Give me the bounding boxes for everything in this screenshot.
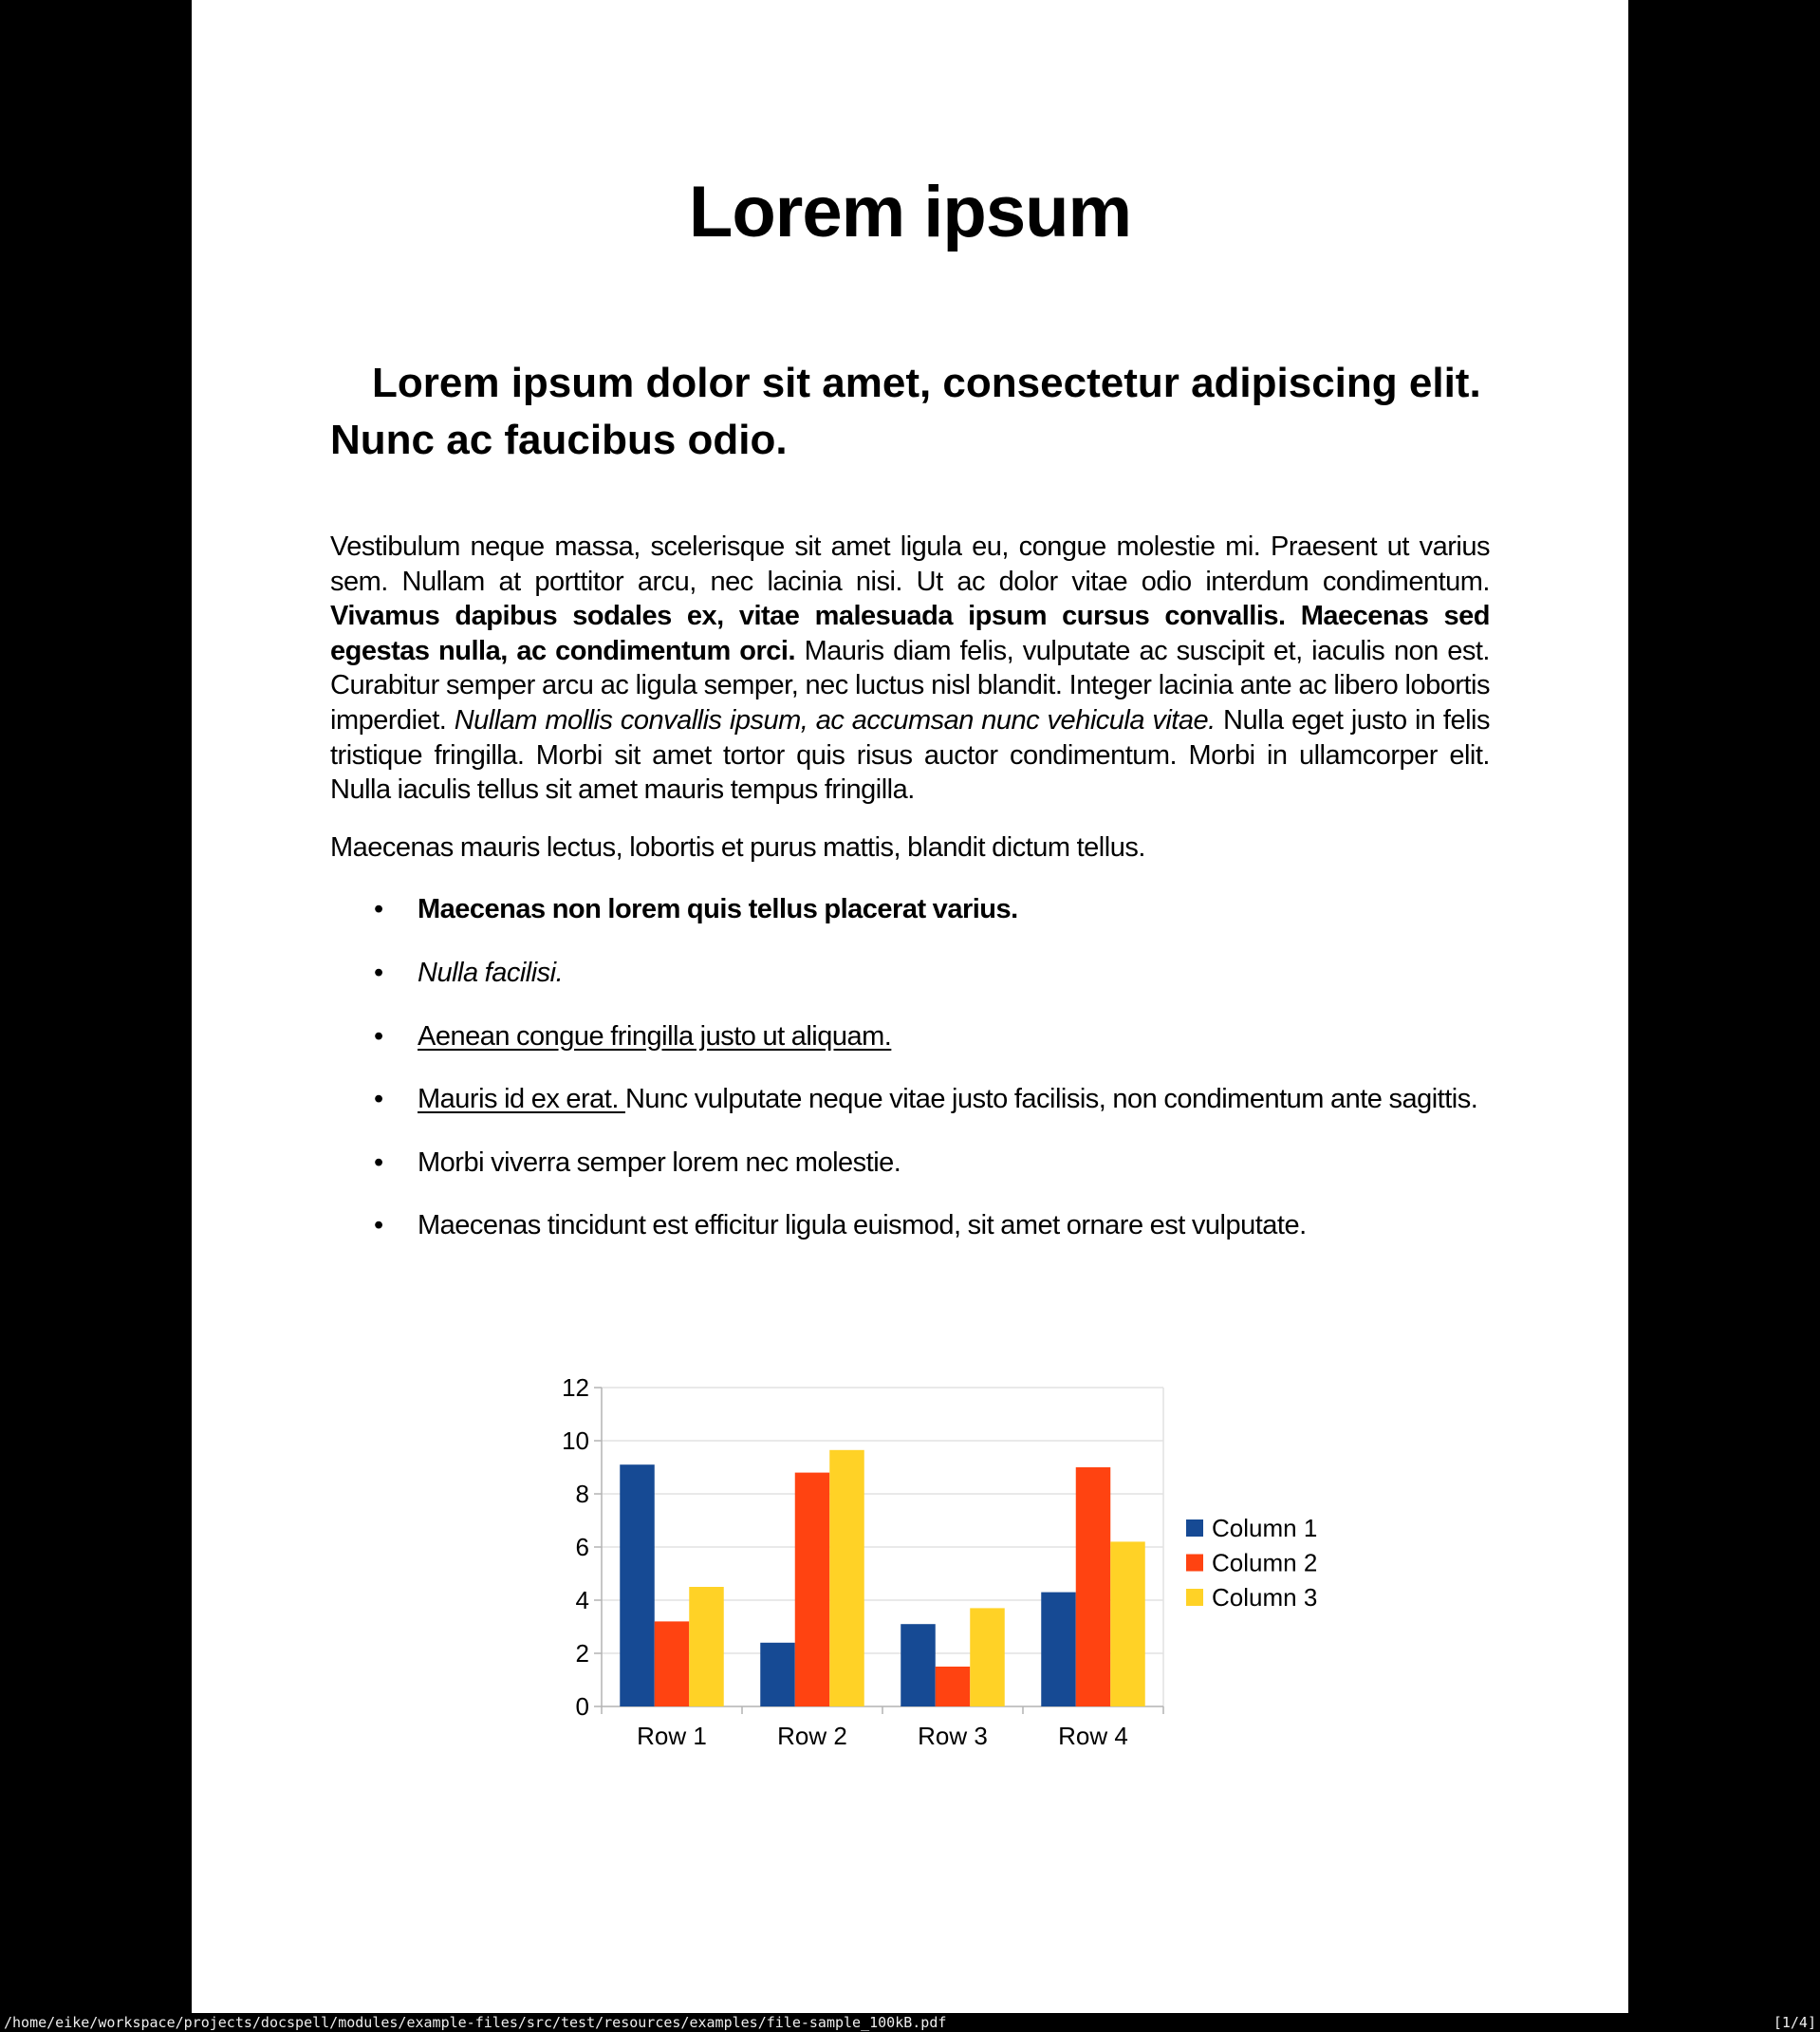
paragraph-1-segment: Vestibulum neque massa, scelerisque sit amet ligula eu, congue molestie mi. Praesent ut varius sem. Nullam at porttitor arcu, nec lacinia nisi. Ut ac dolor vitae odio interdum condimentum. — [330, 531, 1490, 597]
bar-chart — [474, 1357, 1385, 1794]
svg-text:Column 1: Column 1 — [1212, 1514, 1318, 1542]
paragraph-1-segment-italic: Nullam mollis convallis ipsum, ac accumsan nunc vehicula vitae. — [454, 704, 1224, 736]
document-title: Lorem ipsum — [688, 172, 1132, 252]
paragraph-1 — [330, 530, 1490, 808]
svg-text:8: 8 — [575, 1480, 589, 1508]
bullet-list — [330, 892, 1490, 1243]
svg-text:Row 4: Row 4 — [1058, 1722, 1128, 1750]
svg-text:Row 2: Row 2 — [777, 1722, 847, 1750]
svg-text:Row 3: Row 3 — [918, 1722, 988, 1750]
paragraph-2: Maecenas mauris lectus, lobortis et purus mattis, blandit dictum tellus. — [330, 831, 1145, 863]
statusbar — [0, 2013, 1820, 2032]
paragraph-1-segment: Nulla eget justo in felis tristique fringilla. Morbi sit amet tortor quis risus auctor condimentum. Morbi in ullamcorper elit. Nulla iaculis tellus sit amet mauris tempus fringilla. — [330, 704, 1491, 806]
list-item: • Aenean congue fringilla justo ut aliquam. — [418, 1019, 1490, 1054]
svg-text:6: 6 — [575, 1533, 589, 1561]
list-item: • Maecenas tincidunt est efficitur ligula euismod, sit amet ornare est vulputate. — [418, 1208, 1490, 1243]
svg-text:10: 10 — [562, 1426, 589, 1455]
paragraph-1-segment: Mauris diam felis, vulputate ac suscipit et, iaculis non est. Curabitur semper arcu ac ligula semper, nec luctus nisl blandit. Integer lacinia ante ac libero lobortis imperdiet. — [330, 635, 1490, 736]
statusbar-file-path: /home/eike/workspace/projects/docspell/modules/example-files/src/test/resources/examples/file-sample_100kB.pdf — [4, 2014, 947, 2031]
svg-text:Column 2: Column 2 — [1212, 1548, 1318, 1577]
svg-text:2: 2 — [575, 1639, 589, 1668]
statusbar-page-indicator: [1/4] — [1773, 2014, 1816, 2031]
svg-text:4: 4 — [575, 1586, 589, 1614]
svg-text:Column 3: Column 3 — [1212, 1583, 1318, 1612]
list-item: • Morbi viverra semper lorem nec molestie. — [418, 1146, 1490, 1181]
list-item: • Maecenas non lorem quis tellus placerat varius. — [418, 892, 1490, 927]
bar-chart-container — [474, 1357, 1385, 1794]
document-heading: Lorem ipsum dolor sit amet, consectetur adipiscing elit. Nunc ac faucibus odio. — [330, 360, 1481, 463]
svg-text:Row 1: Row 1 — [637, 1722, 707, 1750]
svg-text:12: 12 — [562, 1373, 589, 1402]
document-page[interactable] — [192, 0, 1628, 2013]
list-item: • Nulla facilisi. — [418, 956, 1490, 991]
list-item: • Mauris id ex erat. Nunc vulputate neque vitae justo facilisis, non condimentum ante sagittis. — [418, 1082, 1490, 1117]
svg-text:0: 0 — [575, 1692, 589, 1721]
paragraph-1-segment-bold: Vivamus dapibus sodales ex, vitae malesuada ipsum cursus convallis. Maecenas sed egestas nulla, ac condimentum orci. — [330, 601, 1490, 666]
